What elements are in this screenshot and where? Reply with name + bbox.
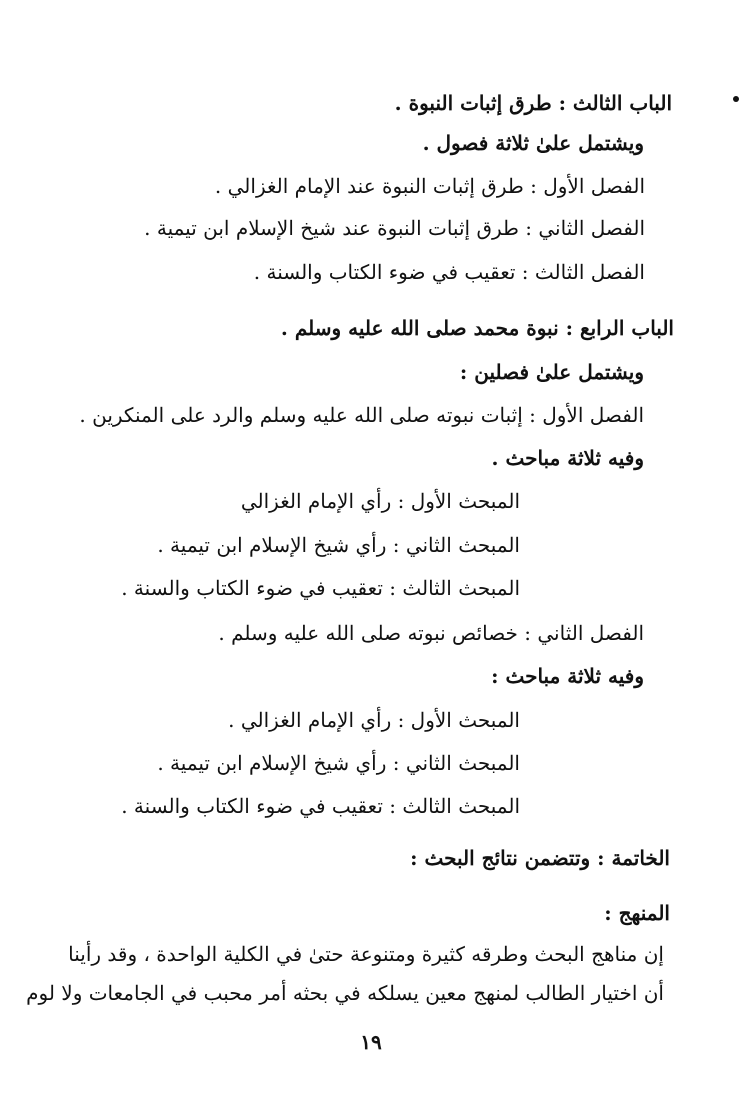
part4-title: الباب الرابع : نبوة محمد صلى الله عليه وسلم . [280,316,674,340]
part4-ch1-section3: المبحث الثالث : تعقيب في ضوء الكتاب والسنة . [121,576,520,600]
page-number: ١٩ [360,1030,382,1054]
part4-ch1-section1: المبحث الأول : رأي الإمام الغزالي [240,489,520,513]
part4-chapter2-title: الفصل الثاني : خصائص نبوته صلى الله عليه وسلم . [218,621,644,645]
conclusion-heading: الخاتمة : وتتضمن نتائج البحث : [410,846,670,870]
part4-ch1-section2: المبحث الثاني : رأي شيخ الإسلام ابن تيمية . [157,533,520,557]
part4-chapter1-intro: وفيه ثلاثة مباحث . [491,446,644,470]
part3-chapter3: الفصل الثالث : تعقيب في ضوء الكتاب والسنة . [253,260,645,284]
part3-title: الباب الثالث : طرق إثبات النبوة . [394,91,672,115]
method-paragraph-line-1: إن مناهج البحث وطرقه كثيرة ومتنوعة حتىٰ في الكلية الواحدة ، وقد رأينا [68,942,664,966]
part3-chapter2: الفصل الثاني : طرق إثبات النبوة عند شيخ الإسلام ابن تيمية . [144,216,645,240]
part4-chapter1-title: الفصل الأول : إثبات نبوته صلى الله عليه وسلم والرد على المنكرين . [79,403,644,427]
part4-ch2-section3: المبحث الثالث : تعقيب في ضوء الكتاب والسنة . [121,794,520,818]
part4-ch2-section1: المبحث الأول : رأي الإمام الغزالي . [228,708,520,732]
part4-ch2-section2: المبحث الثاني : رأي شيخ الإسلام ابن تيمية . [157,751,520,775]
part3-intro: ويشتمل علىٰ ثلاثة فصول . [422,131,644,155]
method-paragraph-line-2: أن اختيار الطالب لمنهج معين يسلكه في بحثه أمر محبب في الجامعات ولا لوم [26,981,664,1005]
part3-chapter1: الفصل الأول : طرق إثبات النبوة عند الإمام الغزالي . [214,174,645,198]
method-heading: المنهج : [604,901,670,925]
bullet-mark [733,96,739,102]
part4-intro: ويشتمل علىٰ فصلين : [459,360,644,384]
part4-chapter2-intro: وفيه ثلاثة مباحث : [491,664,644,688]
